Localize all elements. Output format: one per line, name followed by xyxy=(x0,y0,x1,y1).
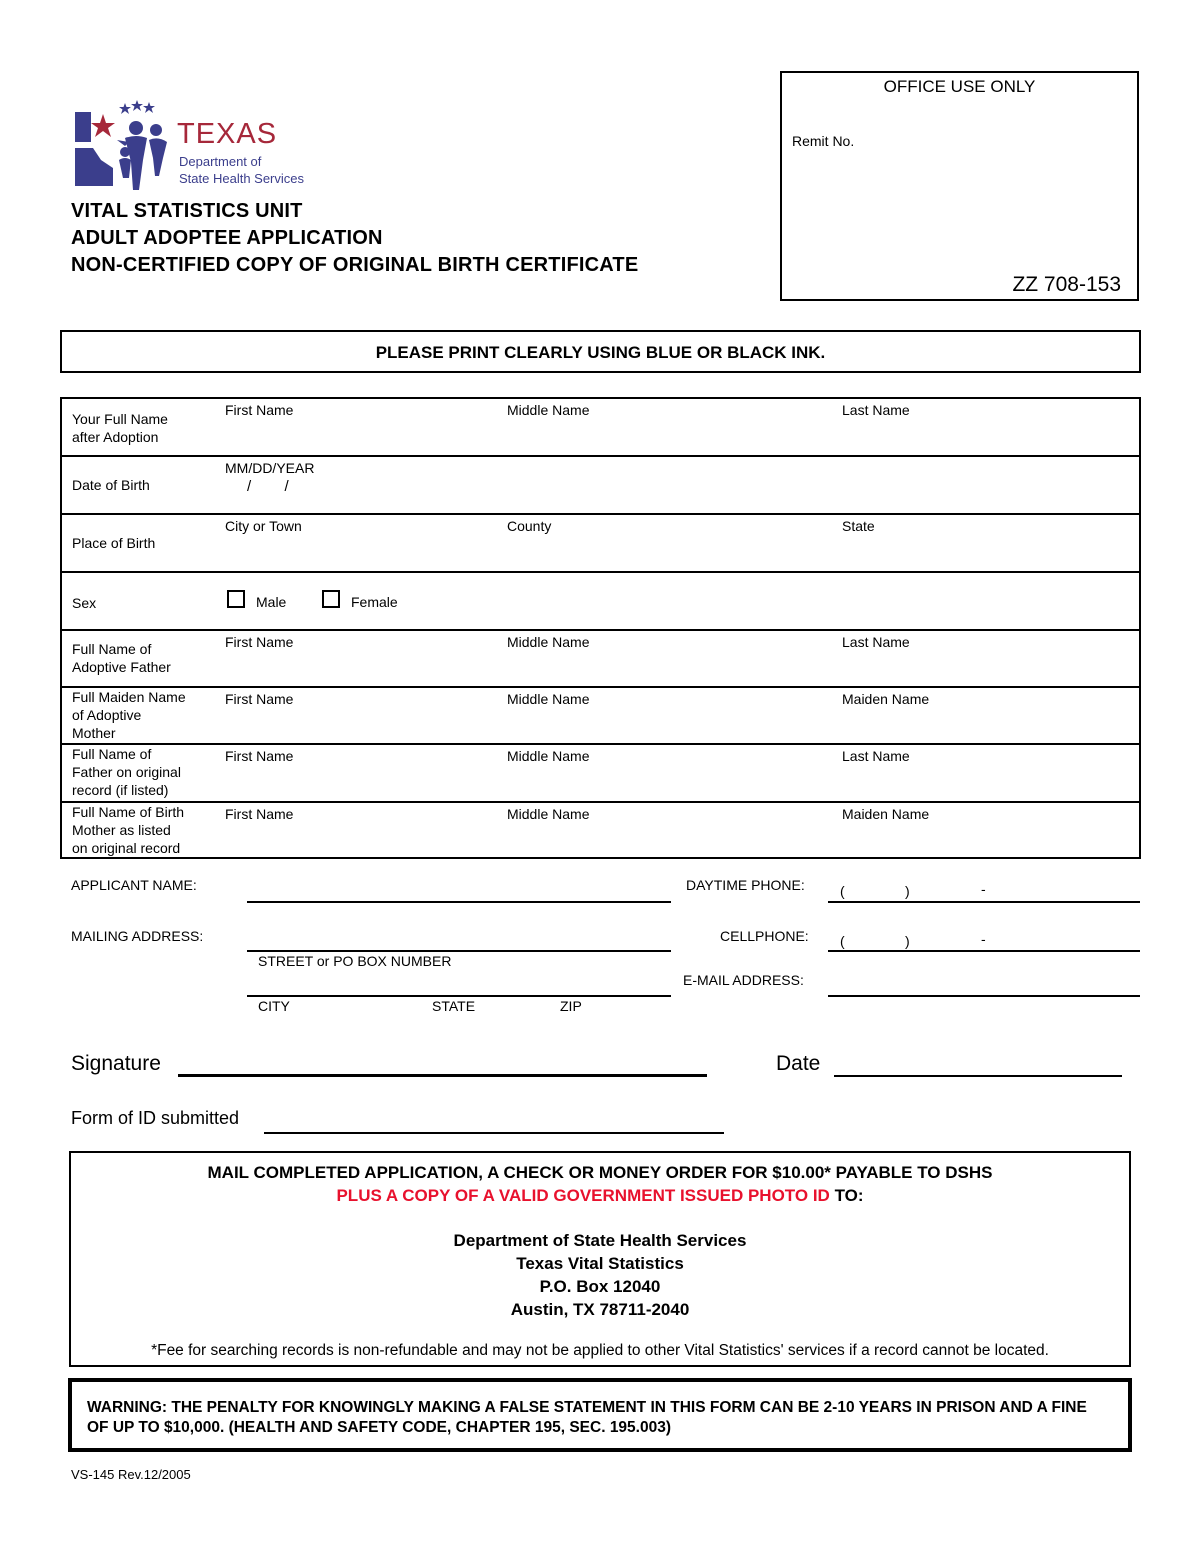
warning-box xyxy=(68,1378,1132,1452)
applicant-name-line[interactable] xyxy=(247,901,671,903)
row-adoptive-father[interactable] xyxy=(62,631,1139,688)
dshs-emblem-icon xyxy=(73,98,173,193)
daytime-phone-line[interactable] xyxy=(828,901,1140,903)
email-address-label: E-MAIL ADDRESS: xyxy=(683,972,804,988)
row-original-father[interactable] xyxy=(62,745,1139,803)
first-name-label: First Name xyxy=(225,634,294,650)
middle-name-label: Middle Name xyxy=(507,402,590,418)
state-label: STATE xyxy=(432,998,476,1014)
row-full-name-after-adoption[interactable] xyxy=(62,399,1139,457)
row-adoptive-mother[interactable] xyxy=(62,688,1139,745)
state-label: State xyxy=(842,518,875,534)
street-line[interactable] xyxy=(247,950,671,952)
row-date-of-birth[interactable] xyxy=(62,457,1139,515)
signature-label: Signature xyxy=(71,1052,161,1075)
middle-name-label: Middle Name xyxy=(507,748,590,764)
last-name-label: Last Name xyxy=(842,748,910,764)
cellphone-label: CELLPHONE: xyxy=(720,928,809,944)
row-label: Full Maiden Name of Adoptive Mother xyxy=(72,689,186,741)
row-sex xyxy=(62,573,1139,631)
fee-note: *Fee for searching records is non-refundable and may not be applied to other Vital Statistics' services if a record cannot be located. xyxy=(151,1342,1049,1359)
city-label: CITY xyxy=(258,998,290,1014)
row-label: Full Name of Birth Mother as listed on original record xyxy=(72,804,185,856)
female-label: Female xyxy=(351,594,398,610)
city-or-town-label: City or Town xyxy=(225,518,302,534)
form-revision: VS-145 Rev.12/2005 xyxy=(71,1467,191,1482)
daytime-phone-paren-open: ( xyxy=(840,883,845,899)
female-checkbox[interactable] xyxy=(322,590,340,608)
street-label: STREET or PO BOX NUMBER xyxy=(258,953,452,969)
row-label: Full Name of Adoptive Father xyxy=(72,641,171,675)
title-adult-adoptee: ADULT ADOPTEE APPLICATION xyxy=(71,227,383,249)
first-name-label: First Name xyxy=(225,806,294,822)
mailing-instructions-box xyxy=(69,1151,1131,1367)
last-name-label: Last Name xyxy=(842,634,910,650)
city-state-zip-line[interactable] xyxy=(247,995,671,997)
mailing-address-label: MAILING ADDRESS: xyxy=(71,928,204,944)
address-city-zip: Austin, TX 78711-2040 xyxy=(510,1300,690,1319)
applicant-info-grid xyxy=(60,397,1141,859)
logo-department-text: Department of State Health Services xyxy=(179,154,305,186)
mail-instruction-line1: MAIL COMPLETED APPLICATION, A CHECK OR MONEY ORDER FOR $10.00* PAYABLE TO DSHS xyxy=(207,1163,993,1182)
male-checkbox[interactable] xyxy=(227,590,245,608)
mail-instruction-line2 xyxy=(71,1186,1129,1206)
maiden-name-label: Maiden Name xyxy=(842,806,930,822)
maiden-name-label: Maiden Name xyxy=(842,691,930,707)
dshs-logo xyxy=(73,98,333,193)
form-of-id-label: Form of ID submitted xyxy=(71,1108,240,1128)
row-label: Sex xyxy=(72,595,97,611)
cellphone-line[interactable] xyxy=(828,950,1140,952)
date-line[interactable] xyxy=(834,1075,1122,1077)
photo-id-requirement: PLUS A COPY OF A VALID GOVERNMENT ISSUED PHOTO ID xyxy=(336,1186,830,1205)
cellphone-paren-close: ) xyxy=(905,933,910,949)
address-department: Department of State Health Services xyxy=(453,1231,747,1250)
last-name-label: Last Name xyxy=(842,402,910,418)
row-label: Full Name of Father on original record (if listed) xyxy=(72,746,181,798)
first-name-label: First Name xyxy=(225,402,294,418)
row-place-of-birth[interactable] xyxy=(62,515,1139,573)
first-name-label: First Name xyxy=(225,691,294,707)
male-label: Male xyxy=(256,594,287,610)
applicant-name-label: APPLICANT NAME: xyxy=(71,877,197,893)
daytime-phone-paren-close: ) xyxy=(905,883,910,899)
cellphone-paren-open: ( xyxy=(840,933,845,949)
middle-name-label: Middle Name xyxy=(507,634,590,650)
form-of-id-line[interactable] xyxy=(264,1132,724,1134)
signature-line[interactable] xyxy=(178,1074,707,1077)
date-label: Date xyxy=(776,1052,821,1075)
middle-name-label: Middle Name xyxy=(507,806,590,822)
date-format-label: MM/DD/YEAR xyxy=(225,460,315,476)
title-vital-statistics: VITAL STATISTICS UNIT xyxy=(71,200,303,222)
warning-text: WARNING: THE PENALTY FOR KNOWINGLY MAKING A FALSE STATEMENT IN THIS FORM CAN BE 2-10 YEARS IN PRISON AND A FINE OF UP TO $10,000. (HEALTH AND SAFETY CODE, CHAPTER 195, SEC. 195.003) xyxy=(87,1399,1087,1436)
remit-no-label: Remit No. xyxy=(792,133,855,149)
first-name-label: First Name xyxy=(225,748,294,764)
office-use-box xyxy=(780,71,1139,301)
middle-name-label: Middle Name xyxy=(507,691,590,707)
form-code: ZZ 708-153 xyxy=(1012,273,1121,296)
email-address-line[interactable] xyxy=(828,995,1140,997)
row-label: Your Full Name after Adoption xyxy=(72,411,168,445)
print-instruction: PLEASE PRINT CLEARLY USING BLUE OR BLACK INK. xyxy=(60,330,1141,373)
address-po-box: P.O. Box 12040 xyxy=(539,1277,661,1296)
county-label: County xyxy=(507,518,552,534)
address-vital-statistics: Texas Vital Statistics xyxy=(516,1254,684,1273)
daytime-phone-dash: - xyxy=(981,881,986,897)
daytime-phone-label: DAYTIME PHONE: xyxy=(686,877,805,893)
row-label: Place of Birth xyxy=(72,535,156,551)
row-birth-mother[interactable] xyxy=(62,803,1139,857)
logo-texas-text: TEXAS xyxy=(177,118,278,150)
mail-to-suffix: TO: xyxy=(829,1186,864,1205)
date-slashes: / / xyxy=(247,478,289,495)
title-non-certified: NON-CERTIFIED COPY OF ORIGINAL BIRTH CERTIFICATE xyxy=(71,254,639,276)
zip-label: ZIP xyxy=(560,998,582,1014)
cellphone-dash: - xyxy=(981,931,986,947)
row-label: Date of Birth xyxy=(72,477,150,493)
office-use-title: OFFICE USE ONLY xyxy=(883,77,1036,96)
